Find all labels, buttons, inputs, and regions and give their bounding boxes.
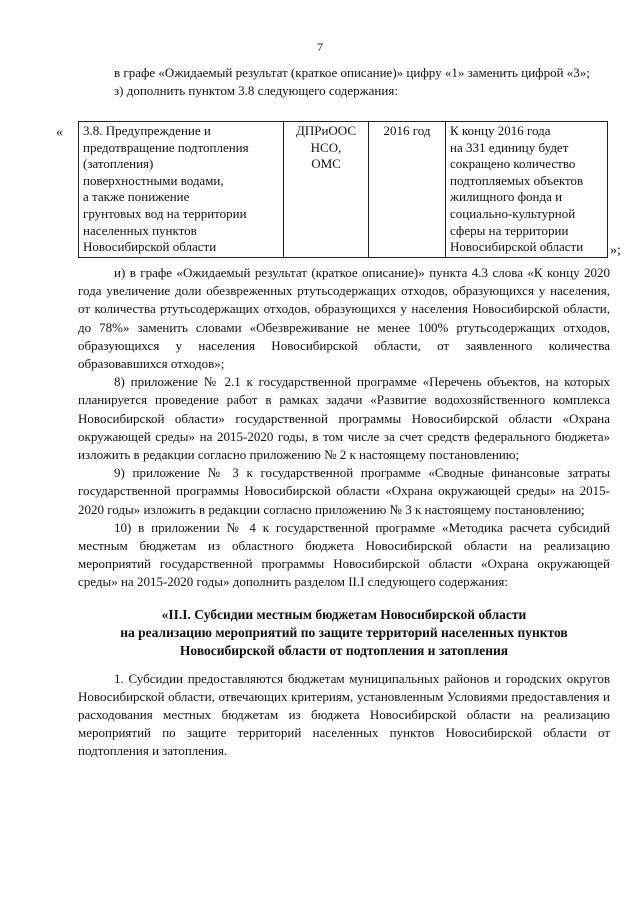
paragraph-item-i: и) в графе «Ожидаемый результат (краткое описание)» пункта 4.3 слова «К концу 2020 года увеличение доли обезвреженных ртутьсодержащих отходов, образующихся у населения, от количества ртутьсодержащих отходов, образующихся у населения Новосибирской области, до 78%» заменить словами «Обезвреживание не менее 100% ртутьсодержащих отходов, образующихся у населения Новосибирской области, от заявленного количества образовавшихся отходов»;	[78, 265, 610, 372]
result-cell	[446, 122, 608, 258]
executor-line: НСО,	[310, 139, 342, 155]
year-cell: 2016 год	[369, 122, 446, 258]
measure-table	[78, 121, 608, 258]
paragraph-subsidies: 1. Субсидии предоставляются бюджетам муниципальных районов и городских округов Новосибирской области, отвечающих критериям, установленным Условиями предоставления и расходования местных бюджетам из бюджета Новосибирской области на реализацию мероприятий по защите территорий населенных пунктов Новосибирской области от подтопления и затопления.	[78, 670, 610, 759]
top-paragraphs	[78, 64, 610, 100]
table-close-quote: »;	[610, 243, 621, 258]
table-row	[79, 122, 608, 258]
document-body	[78, 264, 610, 761]
measure-line: 3.8. Предупреждение и	[83, 123, 211, 138]
section-title	[78, 606, 610, 660]
section-title-line: Новосибирской области от подтопления и затопления	[179, 642, 509, 658]
page-number: 7	[317, 40, 323, 54]
section-title-line: «II.I. Субсидии местным бюджетам Новосибирской области	[161, 606, 527, 622]
measure-line: поверхностными водами,	[83, 172, 224, 188]
paragraph-item-8: 8) приложение № 2.1 к государственной программе «Перечень объектов, на которых планируется проведение работ в рамках задачи «Развитие водохозяйственного комплекса Новосибирской области» государственной программы Новосибирской области «Охрана окружающей среды» на 2015-2020 годы, в том числе за счет средств федерального бюджета» изложить в редакции согласно приложению № 2 к настоящему постановлению;	[78, 374, 610, 463]
paragraph-column-replacement: в графе «Ожидаемый результат (краткое описание)» цифру «1» заменить цифрой «3»;	[114, 65, 590, 80]
measure-line: (затопления)	[83, 156, 154, 172]
executor-line: ОМС	[311, 156, 341, 172]
result-line: Новосибирской области	[450, 239, 584, 255]
measure-cell	[79, 122, 284, 258]
result-line: сферы на территории	[450, 222, 569, 238]
executor-line: ДПРиООС	[295, 123, 357, 138]
result-line: на 331 единицу будет	[450, 139, 569, 155]
executor-cell	[284, 122, 369, 258]
result-line: К концу 2016 года	[450, 123, 551, 138]
paragraph-item-10: 10) в приложении № 4 к государственной программе «Методика расчета субсидий местным бюджетам из областного бюджета Новосибирской области на реализацию мероприятий государственной программы Новосибирской области «Охрана окружающей среды» на 2015-2020 годы» дополнить разделом II.I следующего содержания:	[78, 519, 610, 590]
result-line: сокращено количество	[450, 156, 576, 172]
measure-line: населенных пунктов	[83, 222, 197, 238]
paragraph-item-9: 9) приложение № 3 к государственной программе «Сводные финансовые затраты государственной программы Новосибирской области «Охрана окружающей среды» на 2015-2020 годы» изложить в редакции согласно приложению № 3 к настоящему постановлению;	[78, 465, 610, 517]
result-line: подтопляемых объектов	[450, 172, 584, 188]
measure-line: а также понижение	[83, 189, 190, 205]
table-open-quote: «	[56, 125, 63, 140]
result-line: социально-культурной	[450, 205, 576, 221]
measure-line: грунтовых вод на территории	[83, 205, 247, 221]
section-title-line: на реализацию мероприятий по защите территорий населенных пунктов	[120, 624, 568, 640]
measure-line: предотвращение подтопления	[83, 139, 249, 155]
result-line: жилищного фонда и	[450, 189, 563, 205]
paragraph-add-point-3-8: з) дополнить пунктом 3.8 следующего содержания:	[114, 83, 398, 99]
measure-line: Новосибирской области	[83, 239, 217, 255]
